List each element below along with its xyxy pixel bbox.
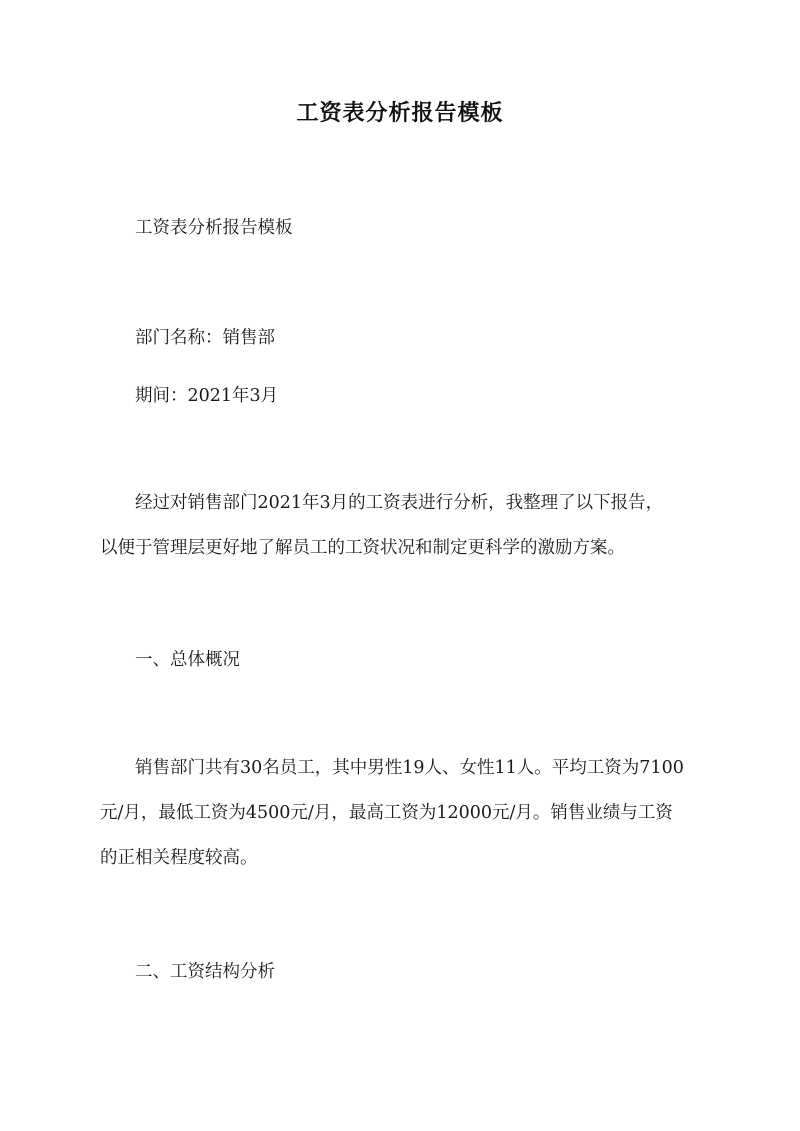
section-1-line-2: 元/月，最低工资为4500元/月，最高工资为12000元/月。销售业绩与工资 [100, 803, 673, 823]
department-line: 部门名称：销售部 [135, 328, 275, 348]
section-1-heading: 一、总体概况 [135, 650, 240, 670]
section-2-heading: 二、工资结构分析 [135, 962, 275, 982]
document-subtitle: 工资表分析报告模板 [135, 218, 293, 238]
document-title: 工资表分析报告模板 [296, 100, 504, 126]
section-1-paragraph [100, 756, 704, 870]
section-1-line-3: 的正相关程度较高。 [100, 848, 258, 868]
intro-line-2: 以便于管理层更好地了解员工的工资状况和制定更科学的激励方案。 [100, 538, 625, 558]
period-line: 期间：2021年3月 [135, 386, 279, 406]
section-1-line-1: 销售部门共有30名员工，其中男性19人、女性11人。平均工资为7100 [135, 758, 684, 778]
intro-paragraph [100, 491, 704, 560]
intro-line-1: 经过对销售部门2021年3月的工资表进行分析，我整理了以下报告， [135, 493, 664, 513]
